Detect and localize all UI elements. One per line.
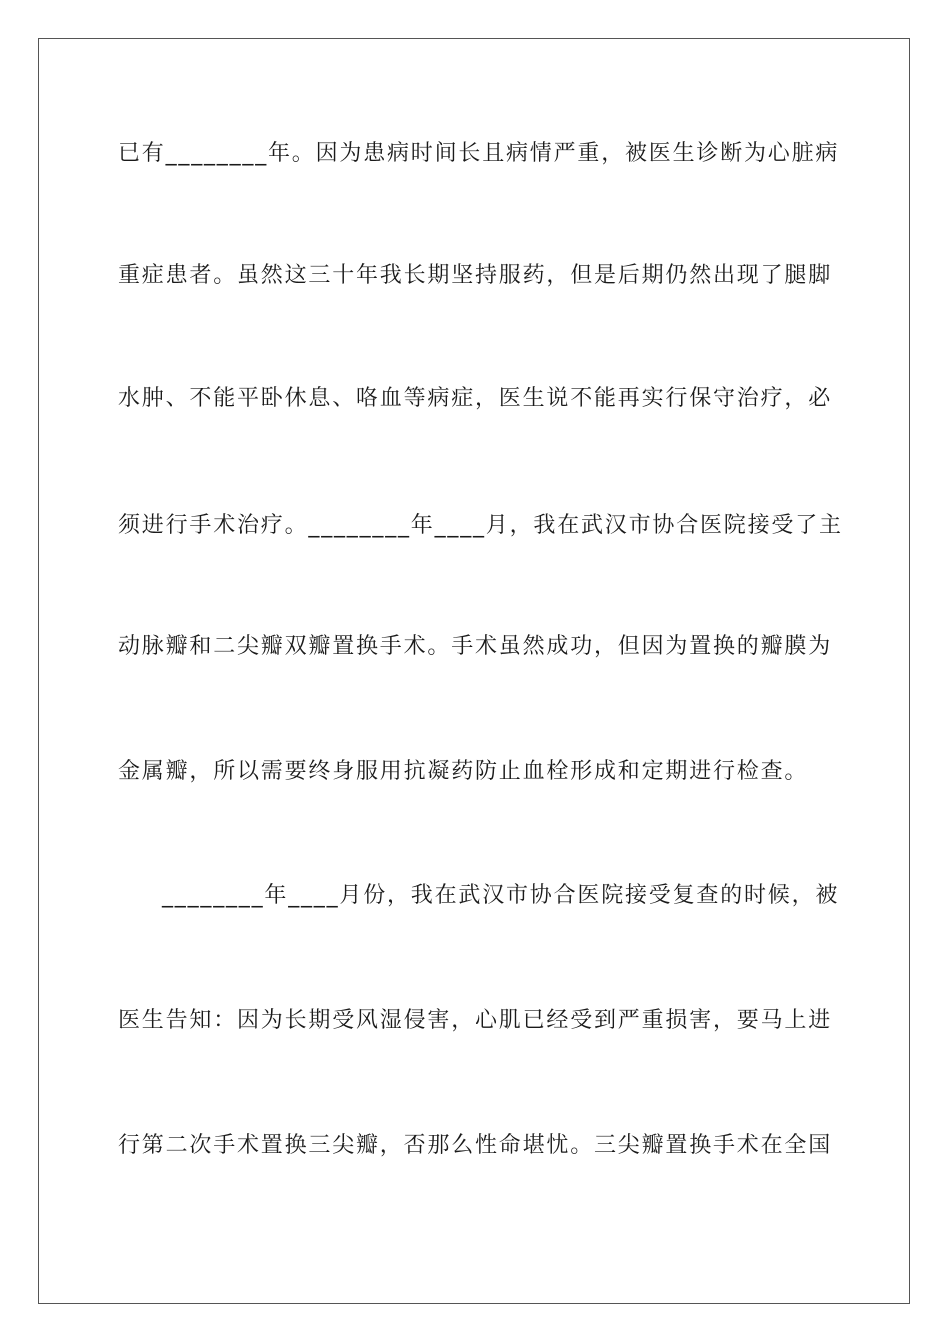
text-line: 须进行手术治疗。________年____月，我在武汉市协合医院接受了主 xyxy=(118,513,843,538)
text-line: 动脉瓣和二尖瓣双瓣置换手术。手术虽然成功，但因为置换的瓣膜为 xyxy=(118,634,833,659)
text-line: 重症患者。虽然这三十年我长期坚持服药，但是后期仍然出现了腿脚 xyxy=(118,263,833,288)
text-line: ________年____月份，我在武汉市协合医院接受复查的时候，被 xyxy=(162,883,840,908)
page-frame xyxy=(38,38,910,1304)
text-line: 医生告知：因为长期受风湿侵害，心肌已经受到严重损害，要马上进 xyxy=(118,1008,833,1033)
text-line: 行第二次手术置换三尖瓣，否那么性命堪忧。三尖瓣置换手术在全国 xyxy=(118,1133,833,1158)
text-line: 水肿、不能平卧休息、咯血等病症，医生说不能再实行保守治疗，必 xyxy=(118,386,833,411)
text-line: 金属瓣，所以需要终身服用抗凝药防止血栓形成和定期进行检查。 xyxy=(118,759,809,784)
text-line: 已有________年。因为患病时间长且病情严重，被医生诊断为心脏病 xyxy=(118,141,840,166)
